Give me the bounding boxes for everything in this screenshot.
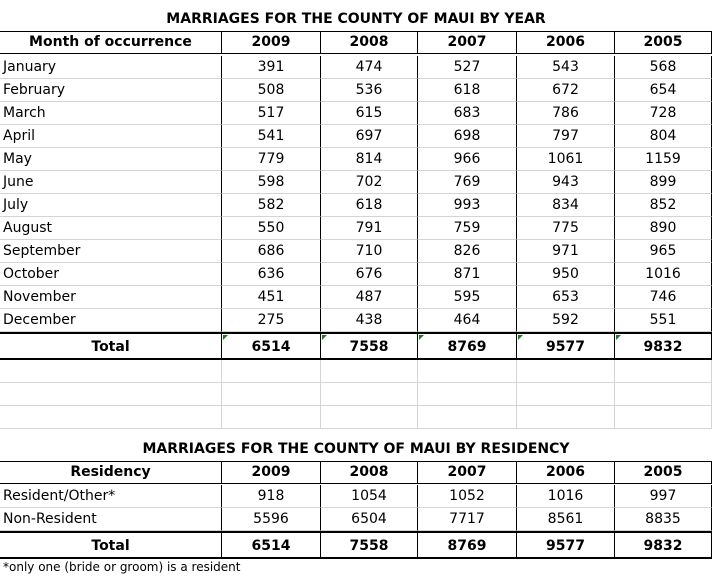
table-title-by-residency: MARRIAGES FOR THE COUNTY OF MAUI BY RESIDENCY xyxy=(0,438,712,462)
column-header-year[interactable]: 2009 xyxy=(222,31,321,54)
empty-cell[interactable] xyxy=(0,383,222,406)
value-cell[interactable]: 702 xyxy=(321,171,418,194)
value-cell[interactable]: 550 xyxy=(222,217,321,240)
residency-cell[interactable]: Resident/Other* xyxy=(0,485,222,508)
table-row xyxy=(0,194,712,217)
value-cell[interactable]: 592 xyxy=(517,309,615,332)
value-cell[interactable]: 890 xyxy=(615,217,712,240)
column-header-year[interactable]: 2006 xyxy=(517,461,615,484)
table-row xyxy=(0,102,712,125)
column-header-residency[interactable]: Residency xyxy=(0,461,222,484)
month-cell[interactable]: July xyxy=(0,194,222,217)
footnote: *only one (bride or groom) is a resident xyxy=(3,560,241,574)
value-cell[interactable]: 517 xyxy=(222,102,321,125)
month-cell[interactable]: September xyxy=(0,240,222,263)
value-cell[interactable]: 8835 xyxy=(615,508,712,531)
value-cell[interactable]: 541 xyxy=(222,125,321,148)
total-value[interactable]: 6514 xyxy=(222,334,321,360)
value-cell[interactable]: 8561 xyxy=(517,508,615,531)
value-cell[interactable]: 686 xyxy=(222,240,321,263)
total-value[interactable]: 9832 xyxy=(615,533,712,559)
value-cell[interactable]: 746 xyxy=(615,286,712,309)
value-cell[interactable]: 391 xyxy=(222,56,321,79)
empty-cell[interactable] xyxy=(321,383,418,406)
empty-row xyxy=(0,360,712,383)
value-cell[interactable]: 826 xyxy=(418,240,517,263)
value-cell[interactable]: 1052 xyxy=(418,485,517,508)
month-cell[interactable]: March xyxy=(0,102,222,125)
table-row xyxy=(0,217,712,240)
value-cell[interactable]: 769 xyxy=(418,171,517,194)
total-row xyxy=(0,332,712,360)
total-value[interactable]: 9577 xyxy=(517,533,615,559)
header-row xyxy=(0,31,712,54)
empty-cell[interactable] xyxy=(615,360,712,383)
empty-cell[interactable] xyxy=(517,360,615,383)
empty-cell[interactable] xyxy=(615,406,712,429)
value-cell[interactable]: 7717 xyxy=(418,508,517,531)
error-indicator-icon xyxy=(223,335,228,340)
empty-cell[interactable] xyxy=(321,360,418,383)
total-label[interactable]: Total xyxy=(0,533,222,559)
column-header-year[interactable]: 2009 xyxy=(222,461,321,484)
table-row xyxy=(0,171,712,194)
header-row xyxy=(0,461,712,484)
value-cell[interactable]: 676 xyxy=(321,263,418,286)
value-cell[interactable]: 950 xyxy=(517,263,615,286)
value-cell[interactable]: 618 xyxy=(418,79,517,102)
column-header-year[interactable]: 2005 xyxy=(615,31,712,54)
value-cell[interactable]: 779 xyxy=(222,148,321,171)
error-indicator-icon xyxy=(518,335,523,340)
empty-cell[interactable] xyxy=(222,383,321,406)
month-cell[interactable]: October xyxy=(0,263,222,286)
value-cell[interactable]: 1054 xyxy=(321,485,418,508)
value-cell[interactable]: 6504 xyxy=(321,508,418,531)
empty-cell[interactable] xyxy=(418,406,517,429)
error-indicator-icon xyxy=(419,335,424,340)
value-cell[interactable]: 451 xyxy=(222,286,321,309)
residency-cell[interactable]: Non-Resident xyxy=(0,508,222,531)
value-cell[interactable]: 5596 xyxy=(222,508,321,531)
empty-row xyxy=(0,383,712,406)
value-cell[interactable]: 551 xyxy=(615,309,712,332)
value-cell[interactable]: 786 xyxy=(517,102,615,125)
value-cell[interactable]: 438 xyxy=(321,309,418,332)
total-value[interactable]: 8769 xyxy=(418,334,517,360)
value-cell[interactable]: 527 xyxy=(418,56,517,79)
value-cell[interactable]: 997 xyxy=(615,485,712,508)
value-cell[interactable]: 464 xyxy=(418,309,517,332)
value-cell[interactable]: 918 xyxy=(222,485,321,508)
table-row xyxy=(0,286,712,309)
value-cell[interactable]: 943 xyxy=(517,171,615,194)
value-cell[interactable]: 1061 xyxy=(517,148,615,171)
value-cell[interactable]: 710 xyxy=(321,240,418,263)
empty-cell[interactable] xyxy=(615,383,712,406)
value-cell[interactable]: 814 xyxy=(321,148,418,171)
total-value[interactable]: 8769 xyxy=(418,533,517,559)
table-row xyxy=(0,309,712,332)
value-cell[interactable]: 595 xyxy=(418,286,517,309)
total-value[interactable]: 9577 xyxy=(517,334,615,360)
empty-cell[interactable] xyxy=(517,406,615,429)
value-cell[interactable]: 899 xyxy=(615,171,712,194)
empty-cell[interactable] xyxy=(222,360,321,383)
value-cell[interactable]: 759 xyxy=(418,217,517,240)
month-cell[interactable]: December xyxy=(0,309,222,332)
empty-row xyxy=(0,406,712,429)
value-cell[interactable]: 698 xyxy=(418,125,517,148)
table-row xyxy=(0,485,712,508)
value-cell[interactable]: 474 xyxy=(321,56,418,79)
month-cell[interactable]: November xyxy=(0,286,222,309)
value-cell[interactable]: 615 xyxy=(321,102,418,125)
column-header-year[interactable]: 2008 xyxy=(321,31,418,54)
value-cell[interactable]: 834 xyxy=(517,194,615,217)
total-value[interactable]: 7558 xyxy=(321,533,418,559)
error-indicator-icon xyxy=(322,335,327,340)
value-cell[interactable]: 1016 xyxy=(615,263,712,286)
column-header-year[interactable]: 2008 xyxy=(321,461,418,484)
value-cell[interactable]: 654 xyxy=(615,79,712,102)
month-cell[interactable]: May xyxy=(0,148,222,171)
empty-cell[interactable] xyxy=(418,383,517,406)
value-cell[interactable]: 965 xyxy=(615,240,712,263)
table-title-by-year: MARRIAGES FOR THE COUNTY OF MAUI BY YEAR xyxy=(0,8,712,32)
value-cell[interactable]: 791 xyxy=(321,217,418,240)
empty-cell[interactable] xyxy=(0,406,222,429)
value-cell[interactable]: 653 xyxy=(517,286,615,309)
total-value[interactable]: 9832 xyxy=(615,334,712,360)
value-cell[interactable]: 993 xyxy=(418,194,517,217)
total-row xyxy=(0,531,712,559)
column-header-month[interactable]: Month of occurrence xyxy=(0,31,222,54)
table-row xyxy=(0,263,712,286)
month-cell[interactable]: February xyxy=(0,79,222,102)
empty-cell[interactable] xyxy=(222,406,321,429)
value-cell[interactable]: 971 xyxy=(517,240,615,263)
table-row xyxy=(0,148,712,171)
value-cell[interactable]: 797 xyxy=(517,125,615,148)
value-cell[interactable]: 672 xyxy=(517,79,615,102)
total-value[interactable]: 6514 xyxy=(222,533,321,559)
value-cell[interactable]: 598 xyxy=(222,171,321,194)
value-cell[interactable]: 508 xyxy=(222,79,321,102)
value-cell[interactable]: 697 xyxy=(321,125,418,148)
error-indicator-icon xyxy=(616,335,621,340)
value-cell[interactable]: 728 xyxy=(615,102,712,125)
column-header-year[interactable]: 2007 xyxy=(418,461,517,484)
column-header-year[interactable]: 2007 xyxy=(418,31,517,54)
table-row xyxy=(0,79,712,102)
value-cell[interactable]: 966 xyxy=(418,148,517,171)
value-cell[interactable]: 683 xyxy=(418,102,517,125)
month-cell[interactable]: August xyxy=(0,217,222,240)
total-value[interactable]: 7558 xyxy=(321,334,418,360)
total-label[interactable]: Total xyxy=(0,334,222,360)
value-cell[interactable]: 852 xyxy=(615,194,712,217)
empty-cell[interactable] xyxy=(0,360,222,383)
table-row xyxy=(0,56,712,79)
month-cell[interactable]: January xyxy=(0,56,222,79)
value-cell[interactable]: 543 xyxy=(517,56,615,79)
empty-cell[interactable] xyxy=(418,360,517,383)
value-cell[interactable]: 618 xyxy=(321,194,418,217)
table-row xyxy=(0,125,712,148)
value-cell[interactable]: 804 xyxy=(615,125,712,148)
value-cell[interactable]: 636 xyxy=(222,263,321,286)
month-cell[interactable]: April xyxy=(0,125,222,148)
empty-cell[interactable] xyxy=(321,406,418,429)
value-cell[interactable]: 487 xyxy=(321,286,418,309)
value-cell[interactable]: 775 xyxy=(517,217,615,240)
table-row xyxy=(0,240,712,263)
value-cell[interactable]: 536 xyxy=(321,79,418,102)
table-row xyxy=(0,508,712,531)
column-header-year[interactable]: 2006 xyxy=(517,31,615,54)
value-cell[interactable]: 275 xyxy=(222,309,321,332)
value-cell[interactable]: 568 xyxy=(615,56,712,79)
value-cell[interactable]: 871 xyxy=(418,263,517,286)
value-cell[interactable]: 1016 xyxy=(517,485,615,508)
value-cell[interactable]: 582 xyxy=(222,194,321,217)
column-header-year[interactable]: 2005 xyxy=(615,461,712,484)
month-cell[interactable]: June xyxy=(0,171,222,194)
value-cell[interactable]: 1159 xyxy=(615,148,712,171)
empty-cell[interactable] xyxy=(517,383,615,406)
